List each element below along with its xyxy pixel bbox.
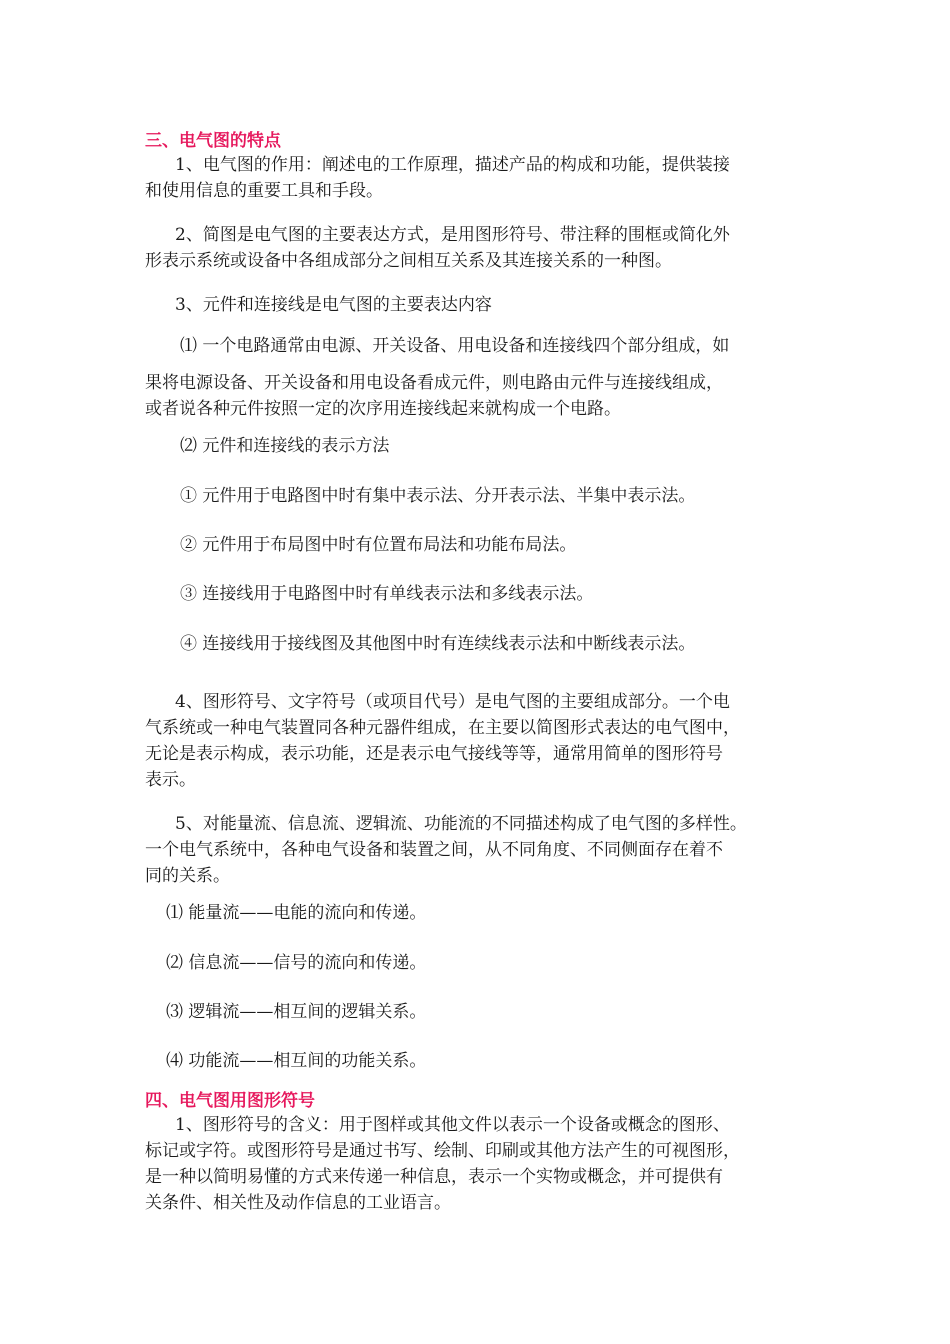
section-heading-3: 三、电气图的特点 xyxy=(145,131,281,151)
paragraph-5-line-1: 5、对能量流、信息流、逻辑流、功能流的不同描述构成了电气图的多样性。 xyxy=(175,814,747,834)
section-4-paragraph-line-1: 1、图形符号的含义：用于图样或其他文件以表示一个设备或概念的图形、 xyxy=(175,1115,730,1135)
flow-item: ⑵ 信息流——信号的流向和传递。 xyxy=(166,953,427,973)
paragraph-3-1-line-2: 果将电源设备、开关设备和用电设备看成元件，则电路由元件与连接线组成， xyxy=(145,373,723,393)
paragraph-4-line-2: 气系统或一种电气装置同各种元器件组成，在主要以简图形式表达的电气图中， xyxy=(145,718,740,738)
paragraph-4-line-4: 表示。 xyxy=(145,770,196,790)
list-item: ② 元件用于布局图中时有位置布局法和功能布局法。 xyxy=(180,535,577,555)
section-4-paragraph-line-3: 是一种以简明易懂的方式来传递一种信息，表示一个实物或概念，并可提供有 xyxy=(145,1167,723,1187)
paragraph-1-line-1: 1、电气图的作用：阐述电的工作原理，描述产品的构成和功能，提供装接 xyxy=(175,155,730,175)
paragraph-4-line-1: 4、图形符号、文字符号（或项目代号）是电气图的主要组成部分。一个电 xyxy=(175,692,730,712)
flow-item: ⑷ 功能流——相互间的功能关系。 xyxy=(166,1051,427,1071)
flow-item: ⑶ 逻辑流——相互间的逻辑关系。 xyxy=(166,1002,427,1022)
paragraph-3: 3、元件和连接线是电气图的主要表达内容 xyxy=(175,295,492,315)
paragraph-3-1-line-1: ⑴ 一个电路通常由电源、开关设备、用电设备和连接线四个部分组成，如 xyxy=(180,336,730,356)
paragraph-5-line-3: 同的关系。 xyxy=(145,866,230,886)
list-item: ① 元件用于电路图中时有集中表示法、分开表示法、半集中表示法。 xyxy=(180,486,696,506)
paragraph-3-2: ⑵ 元件和连接线的表示方法 xyxy=(180,436,390,456)
paragraph-5-line-2: 一个电气系统中，各种电气设备和装置之间，从不同角度、不同侧面存在着不 xyxy=(145,840,723,860)
list-item: ③ 连接线用于电路图中时有单线表示法和多线表示法。 xyxy=(180,584,594,604)
paragraph-3-1-line-3: 或者说各种元件按照一定的次序用连接线起来就构成一个电路。 xyxy=(145,399,621,419)
paragraph-1-line-2: 和使用信息的重要工具和手段。 xyxy=(145,181,383,201)
paragraph-2-line-1: 2、简图是电气图的主要表达方式，是用图形符号、带注释的围框或简化外 xyxy=(175,225,730,245)
section-4-paragraph-line-4: 关条件、相关性及动作信息的工业语言。 xyxy=(145,1193,451,1213)
section-4-paragraph-line-2: 标记或字符。或图形符号是通过书写、绘制、印刷或其他方法产生的可视图形， xyxy=(145,1141,740,1161)
paragraph-4-line-3: 无论是表示构成，表示功能，还是表示电气接线等等，通常用简单的图形符号 xyxy=(145,744,723,764)
paragraph-2-line-2: 形表示系统或设备中各组成部分之间相互关系及其连接关系的一种图。 xyxy=(145,251,672,271)
list-item: ④ 连接线用于接线图及其他图中时有连续线表示法和中断线表示法。 xyxy=(180,634,696,654)
flow-item: ⑴ 能量流——电能的流向和传递。 xyxy=(166,903,427,923)
section-heading-4: 四、电气图用图形符号 xyxy=(145,1091,315,1111)
